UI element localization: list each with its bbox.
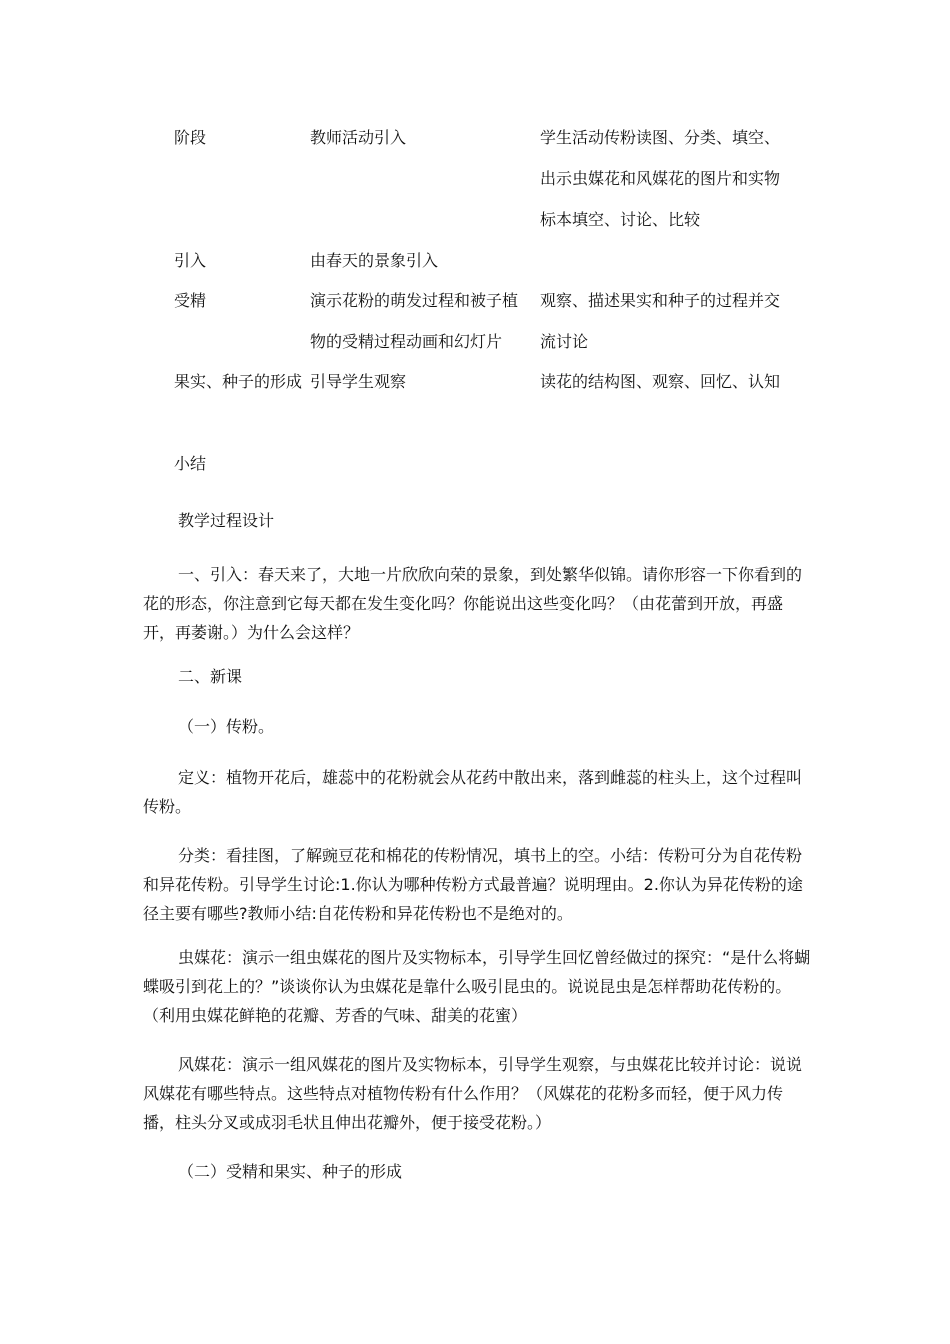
section-fertilization-heading: （二）受精和果实、种子的形成 [178, 1162, 403, 1181]
wind-flower-paragraph: 风媒花：演示一组风媒花的图片及实物标本，引导学生观察，与虫媒花比较并讨论：说说风媒花有哪些特点。这些特点对植物传粉有什么作用？（风媒花的花粉多而轻，便于风力传播，柱头分叉或成羽毛状且伸出花瓣外，便于接受花粉。） [143, 1055, 803, 1132]
insect-flower-paragraph: 虫媒花：演示一组虫媒花的图片及实物标本，引导学生回忆曾经做过的探究：“是什么将蝴蝶吸引到花上的？”谈谈你认为虫媒花是靠什么吸引昆虫的。说说昆虫是怎样帮助花传粉的。（利用虫媒花鲜艳的花瓣、芳香的气味、甜美的花蜜） [143, 948, 811, 1025]
table-header-student: 学生活动传粉读图、分类、填空、出示虫媒花和风媒花的图片和实物标本填空、讨论、比较 [540, 128, 781, 229]
table-row-teacher: 由春天的景象引入 [310, 251, 439, 270]
intro-paragraph: 一、引入：春天来了，大地一片欣欣向荣的景象，到处繁华似锦。请你形容一下你看到的花的形态，你注意到它每天都在发生变化吗？你能说出这些变化吗？（由花蕾到开放，再盛开，再萎谢。）为什么会这样？ [143, 565, 803, 642]
table-row-stage: 小结 [174, 454, 207, 473]
table-row-stage: 引入 [174, 251, 207, 270]
table-row-stage: 果实、种子的形成 [174, 372, 303, 391]
design-title: 教学过程设计 [178, 511, 275, 530]
table-row-teacher: 引导学生观察 [310, 372, 407, 391]
table-row-student: 读花的结构图、观察、回忆、认知 [540, 372, 781, 391]
new-lesson-heading: 二、新课 [178, 667, 243, 686]
table-row-teacher: 演示花粉的萌发过程和被子植物的受精过程动画和幻灯片 [310, 291, 519, 351]
classification-paragraph: 分类：看挂图，了解豌豆花和棉花的传粉情况，填书上的空。小结：传粉可分为自花传粉和异花传粉。引导学生讨论:1.你认为哪种传粉方式最普遍？说明理由。2.你认为异花传粉的途径主要有哪些?教师小结:自花传粉和异花传粉也不是绝对的。 [143, 846, 803, 923]
table-row-stage: 受精 [174, 291, 207, 310]
section-pollination-heading: （一）传粉。 [178, 717, 275, 736]
table-row-student: 观察、描述果实和种子的过程并交流讨论 [540, 291, 781, 351]
definition-paragraph: 定义：植物开花后，雄蕊中的花粉就会从花药中散出来，落到雌蕊的柱头上，这个过程叫传粉。 [143, 768, 803, 816]
table-header-teacher: 教师活动引入 [310, 128, 407, 147]
table-header-stage: 阶段 [174, 128, 207, 147]
